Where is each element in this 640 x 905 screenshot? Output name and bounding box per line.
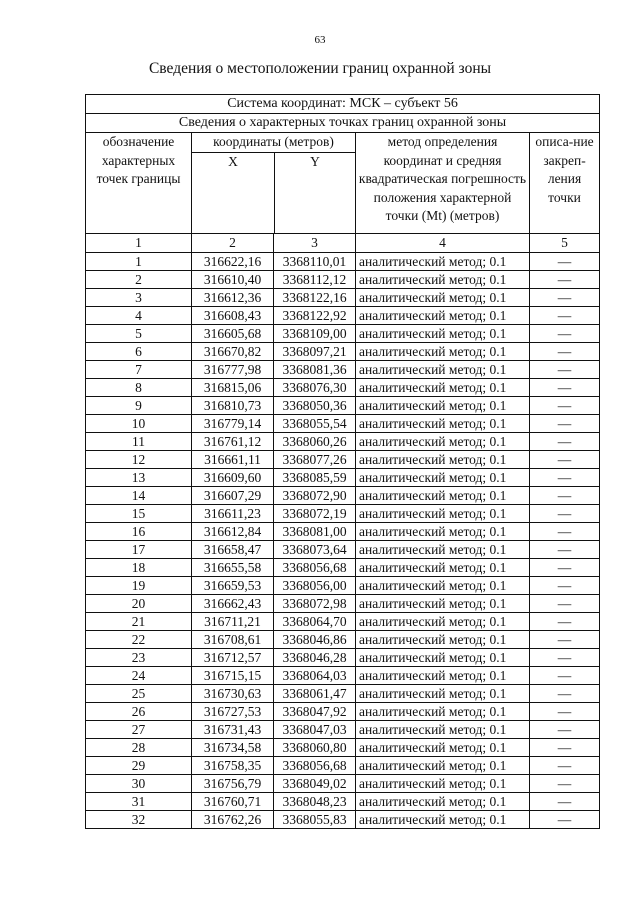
y-coordinate-cell: 3368046,28 — [274, 648, 356, 666]
point-number-cell: 6 — [86, 342, 192, 360]
table-row — [86, 630, 600, 648]
x-coordinate-cell: 316661,11 — [192, 450, 274, 468]
x-coordinate-cell: 316730,63 — [192, 684, 274, 702]
x-coordinate-cell: 316760,71 — [192, 792, 274, 810]
description-cell: — — [530, 270, 600, 288]
method-cell: аналитический метод; 0.1 — [356, 612, 530, 630]
column-number: 1 — [86, 233, 192, 252]
method-cell: аналитический метод; 0.1 — [356, 306, 530, 324]
y-coordinate-cell: 3368081,00 — [274, 522, 356, 540]
point-number-cell: 2 — [86, 270, 192, 288]
description-cell: — — [530, 360, 600, 378]
point-number-cell: 14 — [86, 486, 192, 504]
coordinates-table — [85, 94, 600, 829]
y-coordinate-cell: 3368056,68 — [274, 756, 356, 774]
x-coordinate-cell: 316777,98 — [192, 360, 274, 378]
y-coordinate-cell: 3368072,98 — [274, 594, 356, 612]
description-cell: — — [530, 504, 600, 522]
x-coordinate-cell: 316815,06 — [192, 378, 274, 396]
table-row — [86, 378, 600, 396]
y-coordinate-cell: 3368072,19 — [274, 504, 356, 522]
section-header-row — [86, 114, 600, 133]
description-cell: — — [530, 432, 600, 450]
method-cell: аналитический метод; 0.1 — [356, 450, 530, 468]
description-column-header: описа-ние закреп-ления точки — [530, 133, 600, 234]
table-row — [86, 450, 600, 468]
description-cell: — — [530, 324, 600, 342]
x-coordinate-cell: 316607,29 — [192, 486, 274, 504]
method-cell: аналитический метод; 0.1 — [356, 702, 530, 720]
table-row — [86, 576, 600, 594]
y-coordinate-cell: 3368056,68 — [274, 558, 356, 576]
y-coordinate-cell: 3368109,00 — [274, 324, 356, 342]
table-row — [86, 432, 600, 450]
method-cell: аналитический метод; 0.1 — [356, 558, 530, 576]
table-row — [86, 612, 600, 630]
table-row — [86, 702, 600, 720]
y-coordinate-cell: 3368112,12 — [274, 270, 356, 288]
description-cell: — — [530, 738, 600, 756]
y-coordinate-cell: 3368077,26 — [274, 450, 356, 468]
method-column-header: метод определения координат и средняя квадратическая погрешность положения характерной точки (Mt) (метров) — [356, 133, 530, 234]
point-number-cell: 18 — [86, 558, 192, 576]
y-coordinate-cell: 3368122,16 — [274, 288, 356, 306]
method-cell: аналитический метод; 0.1 — [356, 792, 530, 810]
method-cell: аналитический метод; 0.1 — [356, 396, 530, 414]
description-cell: — — [530, 720, 600, 738]
method-cell: аналитический метод; 0.1 — [356, 648, 530, 666]
point-number-cell: 7 — [86, 360, 192, 378]
method-cell: аналитический метод; 0.1 — [356, 594, 530, 612]
method-cell: аналитический метод; 0.1 — [356, 810, 530, 828]
method-cell: аналитический метод; 0.1 — [356, 774, 530, 792]
method-cell: аналитический метод; 0.1 — [356, 504, 530, 522]
method-cell: аналитический метод; 0.1 — [356, 252, 530, 270]
y-coordinate-cell: 3368110,01 — [274, 252, 356, 270]
point-number-cell: 21 — [86, 612, 192, 630]
method-cell: аналитический метод; 0.1 — [356, 288, 530, 306]
table-row — [86, 738, 600, 756]
x-coordinate-cell: 316708,61 — [192, 630, 274, 648]
table-row — [86, 558, 600, 576]
method-cell: аналитический метод; 0.1 — [356, 756, 530, 774]
method-cell: аналитический метод; 0.1 — [356, 432, 530, 450]
description-cell: — — [530, 684, 600, 702]
x-coordinate-cell: 316655,58 — [192, 558, 274, 576]
column-number: 2 — [192, 233, 274, 252]
table-row — [86, 684, 600, 702]
table-row — [86, 306, 600, 324]
description-cell: — — [530, 288, 600, 306]
method-cell: аналитический метод; 0.1 — [356, 540, 530, 558]
x-coordinate-cell: 316659,53 — [192, 576, 274, 594]
table-row — [86, 810, 600, 828]
point-column-header: обозначение характерных точек границы — [86, 133, 192, 234]
description-cell: — — [530, 558, 600, 576]
point-number-cell: 9 — [86, 396, 192, 414]
x-coordinate-cell: 316605,68 — [192, 324, 274, 342]
y-coordinate-cell: 3368072,90 — [274, 486, 356, 504]
method-cell: аналитический метод; 0.1 — [356, 324, 530, 342]
y-coordinate-cell: 3368122,92 — [274, 306, 356, 324]
point-number-cell: 16 — [86, 522, 192, 540]
y-coordinate-cell: 3368085,59 — [274, 468, 356, 486]
description-cell: — — [530, 792, 600, 810]
table-row — [86, 756, 600, 774]
y-coordinate-cell: 3368049,02 — [274, 774, 356, 792]
x-coordinate-cell: 316712,57 — [192, 648, 274, 666]
x-coordinate-cell: 316715,15 — [192, 666, 274, 684]
y-coordinate-cell: 3368064,70 — [274, 612, 356, 630]
x-coordinate-cell: 316612,84 — [192, 522, 274, 540]
point-number-cell: 27 — [86, 720, 192, 738]
description-cell: — — [530, 342, 600, 360]
description-cell: — — [530, 252, 600, 270]
point-number-cell: 29 — [86, 756, 192, 774]
point-number-cell: 26 — [86, 702, 192, 720]
y-coordinate-cell: 3368061,47 — [274, 684, 356, 702]
x-coordinate-cell: 316779,14 — [192, 414, 274, 432]
table-row — [86, 504, 600, 522]
table-row — [86, 288, 600, 306]
method-cell: аналитический метод; 0.1 — [356, 738, 530, 756]
section-header: Сведения о характерных точках границ охранной зоны — [86, 114, 600, 133]
x-coordinate-cell: 316810,73 — [192, 396, 274, 414]
description-cell: — — [530, 576, 600, 594]
x-coordinate-cell: 316734,58 — [192, 738, 274, 756]
x-coordinate-cell: 316609,60 — [192, 468, 274, 486]
description-cell: — — [530, 756, 600, 774]
description-cell: — — [530, 306, 600, 324]
y-column-header: Y — [310, 153, 320, 169]
description-cell: — — [530, 612, 600, 630]
method-cell: аналитический метод; 0.1 — [356, 630, 530, 648]
y-coordinate-cell: 3368073,64 — [274, 540, 356, 558]
point-number-cell: 28 — [86, 738, 192, 756]
point-number-cell: 12 — [86, 450, 192, 468]
y-coordinate-cell: 3368097,21 — [274, 342, 356, 360]
table-row — [86, 666, 600, 684]
method-cell: аналитический метод; 0.1 — [356, 486, 530, 504]
x-coordinate-cell: 316756,79 — [192, 774, 274, 792]
description-cell: — — [530, 666, 600, 684]
x-coordinate-cell: 316622,16 — [192, 252, 274, 270]
y-coordinate-cell: 3368050,36 — [274, 396, 356, 414]
coords-column-header — [192, 133, 356, 234]
table-row — [86, 774, 600, 792]
table-row — [86, 324, 600, 342]
table-row — [86, 468, 600, 486]
method-cell: аналитический метод; 0.1 — [356, 522, 530, 540]
x-coordinate-cell: 316611,23 — [192, 504, 274, 522]
x-coordinate-cell: 316761,12 — [192, 432, 274, 450]
description-cell: — — [530, 648, 600, 666]
y-coordinate-cell: 3368048,23 — [274, 792, 356, 810]
table-row — [86, 270, 600, 288]
description-cell: — — [530, 522, 600, 540]
description-cell: — — [530, 630, 600, 648]
point-number-cell: 25 — [86, 684, 192, 702]
column-number-row — [86, 233, 600, 252]
description-cell: — — [530, 594, 600, 612]
table-row — [86, 540, 600, 558]
y-coordinate-cell: 3368056,00 — [274, 576, 356, 594]
x-coordinate-cell: 316711,21 — [192, 612, 274, 630]
y-coordinate-cell: 3368047,92 — [274, 702, 356, 720]
y-coordinate-cell: 3368047,03 — [274, 720, 356, 738]
point-number-cell: 20 — [86, 594, 192, 612]
coordinate-system-header: Система координат: МСК – субъект 56 — [86, 95, 600, 114]
point-number-cell: 31 — [86, 792, 192, 810]
description-cell: — — [530, 414, 600, 432]
x-coordinate-cell: 316762,26 — [192, 810, 274, 828]
description-cell: — — [530, 378, 600, 396]
point-number-cell: 22 — [86, 630, 192, 648]
method-cell: аналитический метод; 0.1 — [356, 270, 530, 288]
method-cell: аналитический метод; 0.1 — [356, 414, 530, 432]
point-number-cell: 19 — [86, 576, 192, 594]
system-header-row — [86, 95, 600, 114]
description-cell: — — [530, 468, 600, 486]
method-cell: аналитический метод; 0.1 — [356, 360, 530, 378]
point-number-cell: 15 — [86, 504, 192, 522]
description-cell: — — [530, 450, 600, 468]
x-coordinate-cell: 316662,43 — [192, 594, 274, 612]
point-number-cell: 23 — [86, 648, 192, 666]
description-cell: — — [530, 774, 600, 792]
table-row — [86, 486, 600, 504]
y-coordinate-cell: 3368064,03 — [274, 666, 356, 684]
y-coordinate-cell: 3368076,30 — [274, 378, 356, 396]
y-coordinate-cell: 3368046,86 — [274, 630, 356, 648]
point-number-cell: 4 — [86, 306, 192, 324]
y-coordinate-cell: 3368081,36 — [274, 360, 356, 378]
y-coordinate-cell: 3368060,26 — [274, 432, 356, 450]
x-coordinate-cell: 316670,82 — [192, 342, 274, 360]
table-row — [86, 720, 600, 738]
point-number-cell: 8 — [86, 378, 192, 396]
table-row — [86, 396, 600, 414]
method-cell: аналитический метод; 0.1 — [356, 684, 530, 702]
description-cell: — — [530, 540, 600, 558]
table-row — [86, 252, 600, 270]
x-coordinate-cell: 316610,40 — [192, 270, 274, 288]
column-header-row — [86, 133, 600, 234]
y-coordinate-cell: 3368060,80 — [274, 738, 356, 756]
column-number: 3 — [274, 233, 356, 252]
y-coordinate-cell: 3368055,54 — [274, 414, 356, 432]
point-number-cell: 32 — [86, 810, 192, 828]
point-number-cell: 11 — [86, 432, 192, 450]
x-coordinate-cell: 316758,35 — [192, 756, 274, 774]
table-row — [86, 522, 600, 540]
table-row — [86, 594, 600, 612]
x-coordinate-cell: 316727,53 — [192, 702, 274, 720]
method-cell: аналитический метод; 0.1 — [356, 342, 530, 360]
point-number-cell: 17 — [86, 540, 192, 558]
description-cell: — — [530, 810, 600, 828]
x-coordinate-cell: 316612,36 — [192, 288, 274, 306]
coords-column-title: координаты (метров) — [213, 134, 334, 149]
description-cell: — — [530, 486, 600, 504]
y-coordinate-cell: 3368055,83 — [274, 810, 356, 828]
x-column-header: X — [192, 153, 275, 233]
point-number-cell: 10 — [86, 414, 192, 432]
point-number-cell: 1 — [86, 252, 192, 270]
table-row — [86, 792, 600, 810]
column-number: 5 — [530, 233, 600, 252]
point-number-cell: 24 — [86, 666, 192, 684]
page-number: 63 — [314, 34, 326, 46]
point-number-cell: 5 — [86, 324, 192, 342]
point-number-cell: 3 — [86, 288, 192, 306]
description-cell: — — [530, 702, 600, 720]
point-number-cell: 30 — [86, 774, 192, 792]
column-number: 4 — [356, 233, 530, 252]
table-row — [86, 648, 600, 666]
description-cell: — — [530, 396, 600, 414]
document-title: Сведения о местоположении границ охранной зоны — [148, 60, 492, 77]
x-coordinate-cell: 316658,47 — [192, 540, 274, 558]
table-row — [86, 360, 600, 378]
coords-subheaders — [192, 152, 355, 233]
point-number-cell: 13 — [86, 468, 192, 486]
x-coordinate-cell: 316731,43 — [192, 720, 274, 738]
table-row — [86, 414, 600, 432]
table-row — [86, 342, 600, 360]
method-cell: аналитический метод; 0.1 — [356, 468, 530, 486]
method-cell: аналитический метод; 0.1 — [356, 666, 530, 684]
x-coordinate-cell: 316608,43 — [192, 306, 274, 324]
method-cell: аналитический метод; 0.1 — [356, 720, 530, 738]
method-cell: аналитический метод; 0.1 — [356, 576, 530, 594]
method-cell: аналитический метод; 0.1 — [356, 378, 530, 396]
